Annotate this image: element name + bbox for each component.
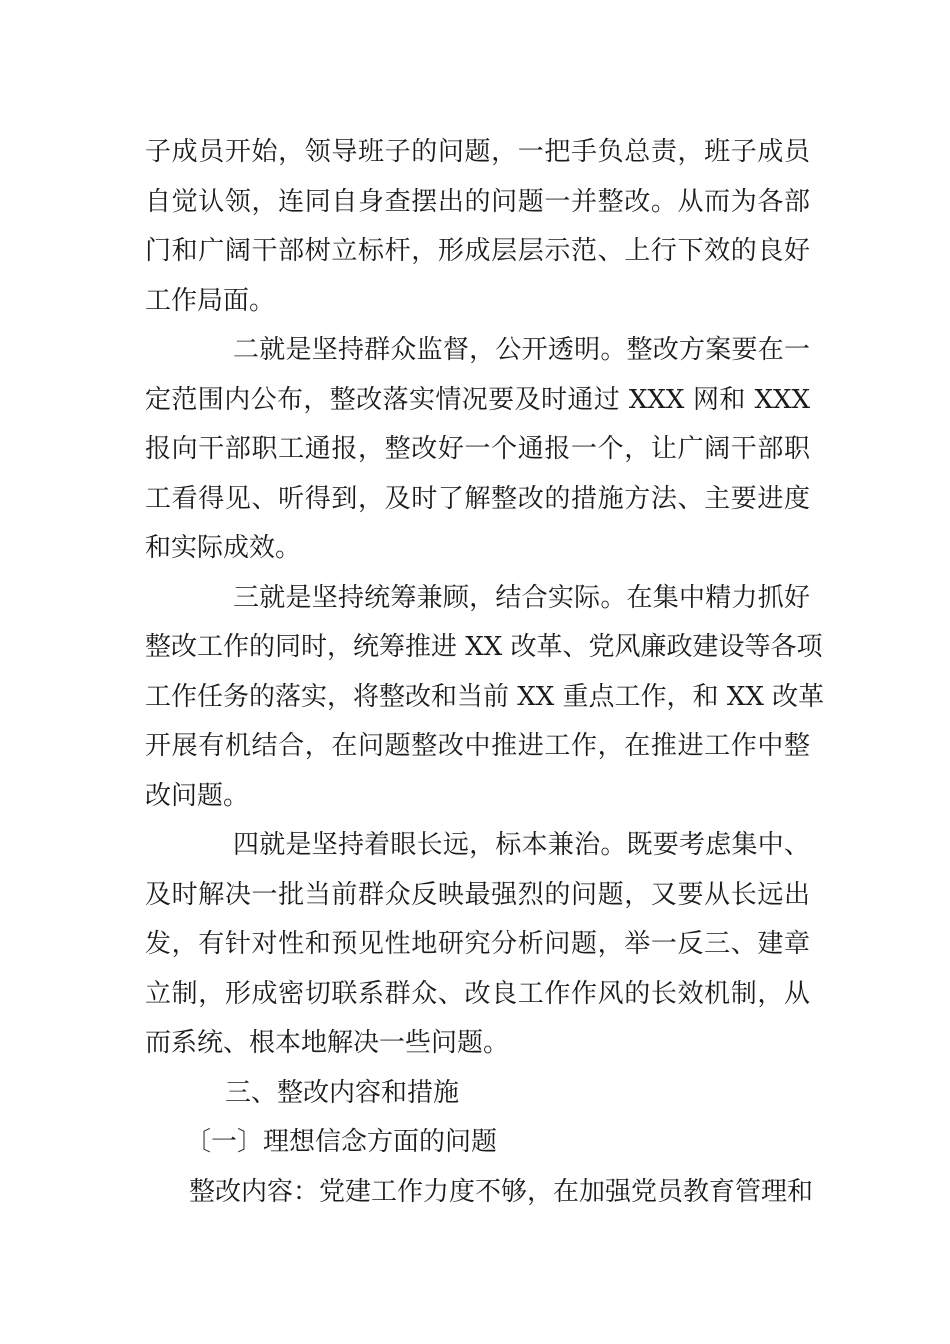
paragraph-2: [145, 326, 810, 574]
text-line: 报向干部职工通报，整改好一个通报一个，让广阔干部职: [145, 434, 810, 464]
text-line: 发，有针对性和预见性地研究分析问题，举一反三、建章: [145, 929, 810, 959]
text-line: 子成员开始，领导班子的问题，一把手负总责，班子成员: [145, 137, 810, 167]
section-heading: 三、整改内容和措施: [225, 1077, 460, 1108]
document-body: [145, 128, 825, 1217]
text-line: 而系统、根本地解决一些问题。: [145, 1028, 510, 1058]
text-line: 三就是坚持统筹兼顾，结合实际。在集中精力抓好: [233, 582, 810, 613]
section-subheading: 〔一〕理想信念方面的问题: [185, 1127, 498, 1157]
paragraph-3: [145, 574, 825, 822]
text-line: 工作局面。: [145, 285, 276, 316]
text-line: 二就是坚持群众监督，公开透明。整改方案要在一: [233, 335, 810, 365]
text-line: 门和广阔干部树立标杆，形成层层示范、上行下效的良好: [145, 236, 810, 266]
text-line: 整改工作的同时，统筹推进 XX 改革、党风廉政建设等各项: [145, 632, 823, 662]
text-line: 立制，形成密切联系群众、改良工作作风的长效机制，从: [145, 978, 810, 1009]
text-line: 和实际成效。: [145, 533, 302, 563]
text-line: 自觉认领，连同自身查摆出的问题一并整改。从而为各部: [145, 186, 810, 217]
text-line: 四就是坚持着眼长远，标本兼治。既要考虑集中、: [233, 830, 810, 860]
text-line: 定范围内公布，整改落实情况要及时通过 XXX 网和 XXX: [145, 384, 810, 415]
text-line: 工作任务的落实，将整改和当前 XX 重点工作，和 XX 改革: [145, 681, 825, 712]
text-line: 改问题。: [145, 780, 250, 811]
text-line: 工看得见、听得到，及时了解整改的措施方法、主要进度: [145, 483, 810, 514]
text-line: 开展有机结合，在问题整改中推进工作，在推进工作中整: [145, 731, 810, 761]
text-line: 整改内容：党建工作力度不够，在加强党员教育管理和: [189, 1176, 814, 1207]
text-line: 及时解决一批当前群众反映最强烈的问题，又要从长远出: [145, 879, 810, 910]
paragraph-1: [145, 128, 810, 326]
paragraph-4: [145, 821, 810, 1069]
